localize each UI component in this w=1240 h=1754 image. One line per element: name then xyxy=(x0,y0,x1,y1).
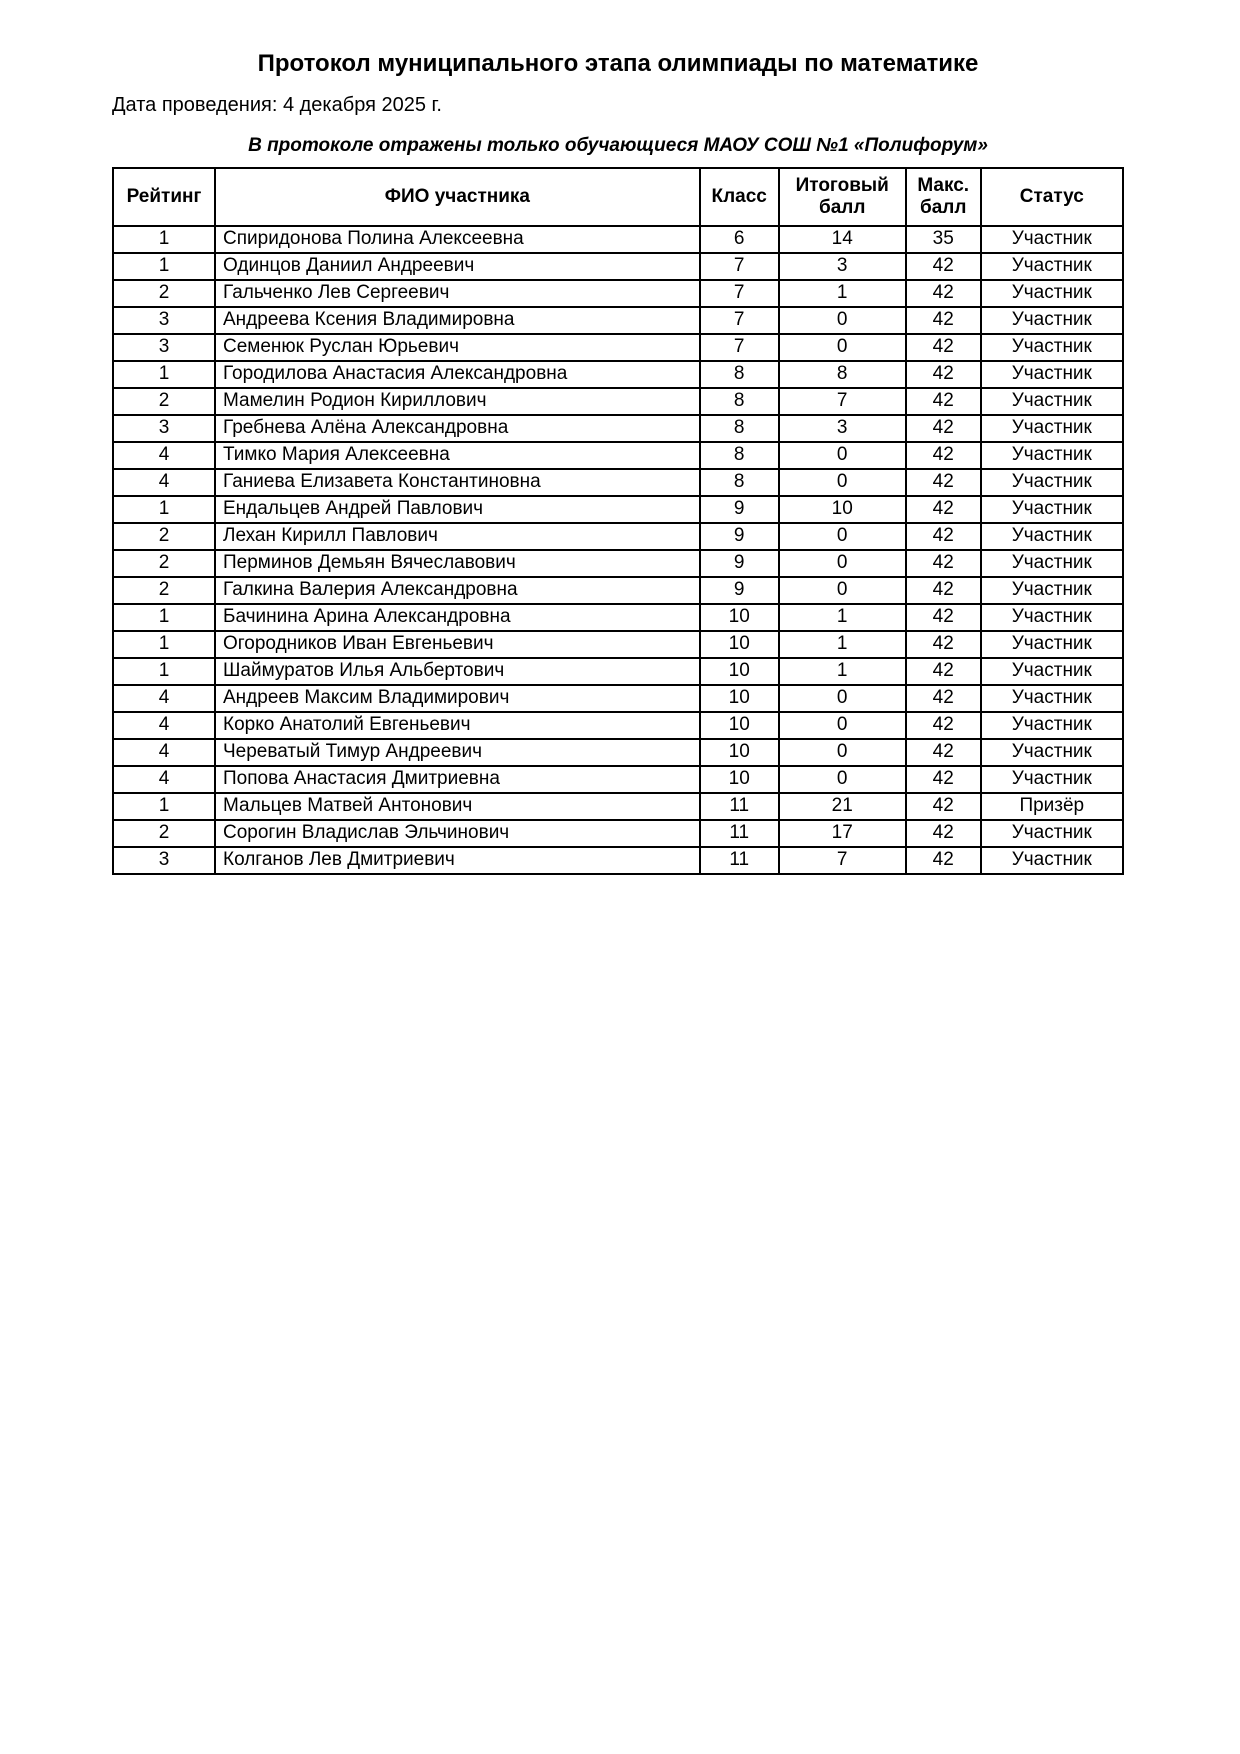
cell-rating: 4 xyxy=(113,442,215,469)
table-row xyxy=(113,307,1123,334)
cell-status: Участник xyxy=(981,685,1123,712)
cell-grade: 11 xyxy=(700,820,779,847)
cell-total-score: 1 xyxy=(779,280,906,307)
cell-status: Участник xyxy=(981,658,1123,685)
cell-status: Участник xyxy=(981,361,1123,388)
cell-grade: 7 xyxy=(700,280,779,307)
cell-total-score: 14 xyxy=(779,226,906,253)
cell-grade: 10 xyxy=(700,685,779,712)
cell-total-score: 0 xyxy=(779,550,906,577)
cell-total-score: 7 xyxy=(779,388,906,415)
table-row xyxy=(113,685,1123,712)
table-row xyxy=(113,415,1123,442)
cell-rating: 1 xyxy=(113,604,215,631)
cell-rating: 3 xyxy=(113,334,215,361)
cell-status: Участник xyxy=(981,307,1123,334)
date-line: Дата проведения: 4 декабря 2025 г. xyxy=(112,93,442,116)
cell-status: Участник xyxy=(981,739,1123,766)
cell-grade: 8 xyxy=(700,442,779,469)
table-row xyxy=(113,847,1123,874)
cell-max-score: 42 xyxy=(906,496,981,523)
table-row xyxy=(113,442,1123,469)
cell-name: Бачинина Арина Александровна xyxy=(215,604,700,631)
cell-grade: 10 xyxy=(700,739,779,766)
cell-name: Мамелин Родион Кириллович xyxy=(215,388,700,415)
cell-grade: 8 xyxy=(700,415,779,442)
cell-max-score: 42 xyxy=(906,604,981,631)
cell-name: Гальченко Лев Сергеевич xyxy=(215,280,700,307)
cell-status: Призёр xyxy=(981,793,1123,820)
cell-status: Участник xyxy=(981,226,1123,253)
cell-status: Участник xyxy=(981,577,1123,604)
cell-status: Участник xyxy=(981,820,1123,847)
cell-status: Участник xyxy=(981,550,1123,577)
table-row xyxy=(113,226,1123,253)
cell-name: Перминов Демьян Вячеславович xyxy=(215,550,700,577)
cell-max-score: 42 xyxy=(906,712,981,739)
cell-rating: 1 xyxy=(113,253,215,280)
cell-max-score: 42 xyxy=(906,658,981,685)
col-header-total-score: Итоговый балл xyxy=(779,168,906,226)
table-row xyxy=(113,469,1123,496)
cell-status: Участник xyxy=(981,334,1123,361)
cell-status: Участник xyxy=(981,415,1123,442)
cell-total-score: 0 xyxy=(779,685,906,712)
cell-grade: 10 xyxy=(700,658,779,685)
cell-grade: 7 xyxy=(700,307,779,334)
cell-max-score: 42 xyxy=(906,550,981,577)
cell-total-score: 0 xyxy=(779,766,906,793)
cell-total-score: 0 xyxy=(779,523,906,550)
cell-max-score: 35 xyxy=(906,226,981,253)
cell-name: Спиридонова Полина Алексеевна xyxy=(215,226,700,253)
cell-rating: 2 xyxy=(113,550,215,577)
cell-total-score: 0 xyxy=(779,712,906,739)
page-title: Протокол муниципального этапа олимпиады по математике xyxy=(257,50,979,77)
cell-total-score: 0 xyxy=(779,739,906,766)
cell-status: Участник xyxy=(981,496,1123,523)
cell-rating: 2 xyxy=(113,523,215,550)
cell-max-score: 42 xyxy=(906,442,981,469)
cell-total-score: 1 xyxy=(779,604,906,631)
cell-max-score: 42 xyxy=(906,766,981,793)
header-row xyxy=(113,168,1123,226)
cell-status: Участник xyxy=(981,766,1123,793)
cell-rating: 3 xyxy=(113,415,215,442)
table-row xyxy=(113,739,1123,766)
cell-rating: 3 xyxy=(113,847,215,874)
cell-name: Сорогин Владислав Эльчинович xyxy=(215,820,700,847)
table-row xyxy=(113,577,1123,604)
cell-rating: 3 xyxy=(113,307,215,334)
cell-rating: 1 xyxy=(113,793,215,820)
col-header-grade: Класс xyxy=(700,168,779,226)
col-header-max-score: Макс. балл xyxy=(906,168,981,226)
cell-total-score: 17 xyxy=(779,820,906,847)
cell-grade: 10 xyxy=(700,631,779,658)
table-row xyxy=(113,766,1123,793)
col-header-status: Статус xyxy=(981,168,1123,226)
table-row xyxy=(113,334,1123,361)
cell-rating: 1 xyxy=(113,631,215,658)
note-line: В протоколе отражены только обучающиеся МАОУ СОШ №1 «Полифорум» xyxy=(248,134,988,156)
table-row xyxy=(113,604,1123,631)
table-row xyxy=(113,253,1123,280)
cell-name: Ганиева Елизавета Константиновна xyxy=(215,469,700,496)
cell-status: Участник xyxy=(981,388,1123,415)
cell-name: Тимко Мария Алексеевна xyxy=(215,442,700,469)
cell-rating: 4 xyxy=(113,739,215,766)
cell-grade: 8 xyxy=(700,361,779,388)
cell-max-score: 42 xyxy=(906,820,981,847)
cell-grade: 9 xyxy=(700,523,779,550)
cell-rating: 1 xyxy=(113,361,215,388)
cell-max-score: 42 xyxy=(906,577,981,604)
cell-grade: 10 xyxy=(700,766,779,793)
cell-total-score: 1 xyxy=(779,631,906,658)
cell-name: Попова Анастасия Дмитриевна xyxy=(215,766,700,793)
cell-total-score: 0 xyxy=(779,307,906,334)
cell-status: Участник xyxy=(981,442,1123,469)
cell-total-score: 0 xyxy=(779,469,906,496)
cell-grade: 7 xyxy=(700,334,779,361)
cell-max-score: 42 xyxy=(906,685,981,712)
cell-rating: 2 xyxy=(113,820,215,847)
cell-rating: 1 xyxy=(113,658,215,685)
table-row xyxy=(113,361,1123,388)
cell-total-score: 3 xyxy=(779,415,906,442)
cell-rating: 2 xyxy=(113,388,215,415)
cell-total-score: 21 xyxy=(779,793,906,820)
cell-name: Лехан Кирилл Павлович xyxy=(215,523,700,550)
cell-rating: 2 xyxy=(113,577,215,604)
cell-grade: 10 xyxy=(700,712,779,739)
cell-status: Участник xyxy=(981,712,1123,739)
cell-total-score: 0 xyxy=(779,334,906,361)
cell-name: Андреев Максим Владимирович xyxy=(215,685,700,712)
cell-total-score: 7 xyxy=(779,847,906,874)
cell-max-score: 42 xyxy=(906,469,981,496)
cell-name: Ендальцев Андрей Павлович xyxy=(215,496,700,523)
cell-status: Участник xyxy=(981,604,1123,631)
cell-total-score: 1 xyxy=(779,658,906,685)
cell-max-score: 42 xyxy=(906,334,981,361)
results-table xyxy=(112,167,1124,875)
cell-rating: 1 xyxy=(113,496,215,523)
cell-status: Участник xyxy=(981,253,1123,280)
cell-grade: 9 xyxy=(700,577,779,604)
cell-rating: 1 xyxy=(113,226,215,253)
cell-max-score: 42 xyxy=(906,415,981,442)
cell-name: Одинцов Даниил Андреевич xyxy=(215,253,700,280)
cell-name: Галкина Валерия Александровна xyxy=(215,577,700,604)
cell-total-score: 10 xyxy=(779,496,906,523)
cell-status: Участник xyxy=(981,469,1123,496)
cell-status: Участник xyxy=(981,631,1123,658)
cell-max-score: 42 xyxy=(906,847,981,874)
col-header-rating: Рейтинг xyxy=(113,168,215,226)
cell-name: Корко Анатолий Евгеньевич xyxy=(215,712,700,739)
cell-max-score: 42 xyxy=(906,361,981,388)
cell-max-score: 42 xyxy=(906,631,981,658)
cell-rating: 2 xyxy=(113,280,215,307)
col-header-name: ФИО участника xyxy=(215,168,700,226)
cell-rating: 4 xyxy=(113,469,215,496)
cell-grade: 7 xyxy=(700,253,779,280)
table-row xyxy=(113,280,1123,307)
table-row xyxy=(113,631,1123,658)
cell-max-score: 42 xyxy=(906,388,981,415)
cell-total-score: 0 xyxy=(779,577,906,604)
cell-name: Гребнева Алёна Александровна xyxy=(215,415,700,442)
cell-grade: 6 xyxy=(700,226,779,253)
table-row xyxy=(113,658,1123,685)
cell-name: Шаймуратов Илья Альбертович xyxy=(215,658,700,685)
table-row xyxy=(113,793,1123,820)
document-content xyxy=(112,50,1124,875)
cell-total-score: 3 xyxy=(779,253,906,280)
cell-grade: 8 xyxy=(700,469,779,496)
table-row xyxy=(113,388,1123,415)
cell-max-score: 42 xyxy=(906,739,981,766)
cell-name: Череватый Тимур Андреевич xyxy=(215,739,700,766)
table-row xyxy=(113,820,1123,847)
cell-name: Семенюк Руслан Юрьевич xyxy=(215,334,700,361)
cell-grade: 8 xyxy=(700,388,779,415)
cell-rating: 4 xyxy=(113,685,215,712)
cell-name: Городилова Анастасия Александровна xyxy=(215,361,700,388)
cell-status: Участник xyxy=(981,280,1123,307)
cell-grade: 11 xyxy=(700,847,779,874)
cell-name: Огородников Иван Евгеньевич xyxy=(215,631,700,658)
cell-grade: 10 xyxy=(700,604,779,631)
cell-rating: 4 xyxy=(113,712,215,739)
cell-rating: 4 xyxy=(113,766,215,793)
table-row xyxy=(113,712,1123,739)
cell-total-score: 8 xyxy=(779,361,906,388)
cell-max-score: 42 xyxy=(906,253,981,280)
cell-name: Андреева Ксения Владимировна xyxy=(215,307,700,334)
cell-status: Участник xyxy=(981,847,1123,874)
cell-total-score: 0 xyxy=(779,442,906,469)
table-row xyxy=(113,523,1123,550)
cell-status: Участник xyxy=(981,523,1123,550)
cell-max-score: 42 xyxy=(906,307,981,334)
cell-max-score: 42 xyxy=(906,793,981,820)
cell-grade: 9 xyxy=(700,550,779,577)
cell-name: Мальцев Матвей Антонович xyxy=(215,793,700,820)
table-row xyxy=(113,550,1123,577)
table-body xyxy=(113,226,1123,874)
cell-max-score: 42 xyxy=(906,523,981,550)
cell-name: Колганов Лев Дмитриевич xyxy=(215,847,700,874)
cell-grade: 11 xyxy=(700,793,779,820)
table-row xyxy=(113,496,1123,523)
cell-max-score: 42 xyxy=(906,280,981,307)
cell-grade: 9 xyxy=(700,496,779,523)
